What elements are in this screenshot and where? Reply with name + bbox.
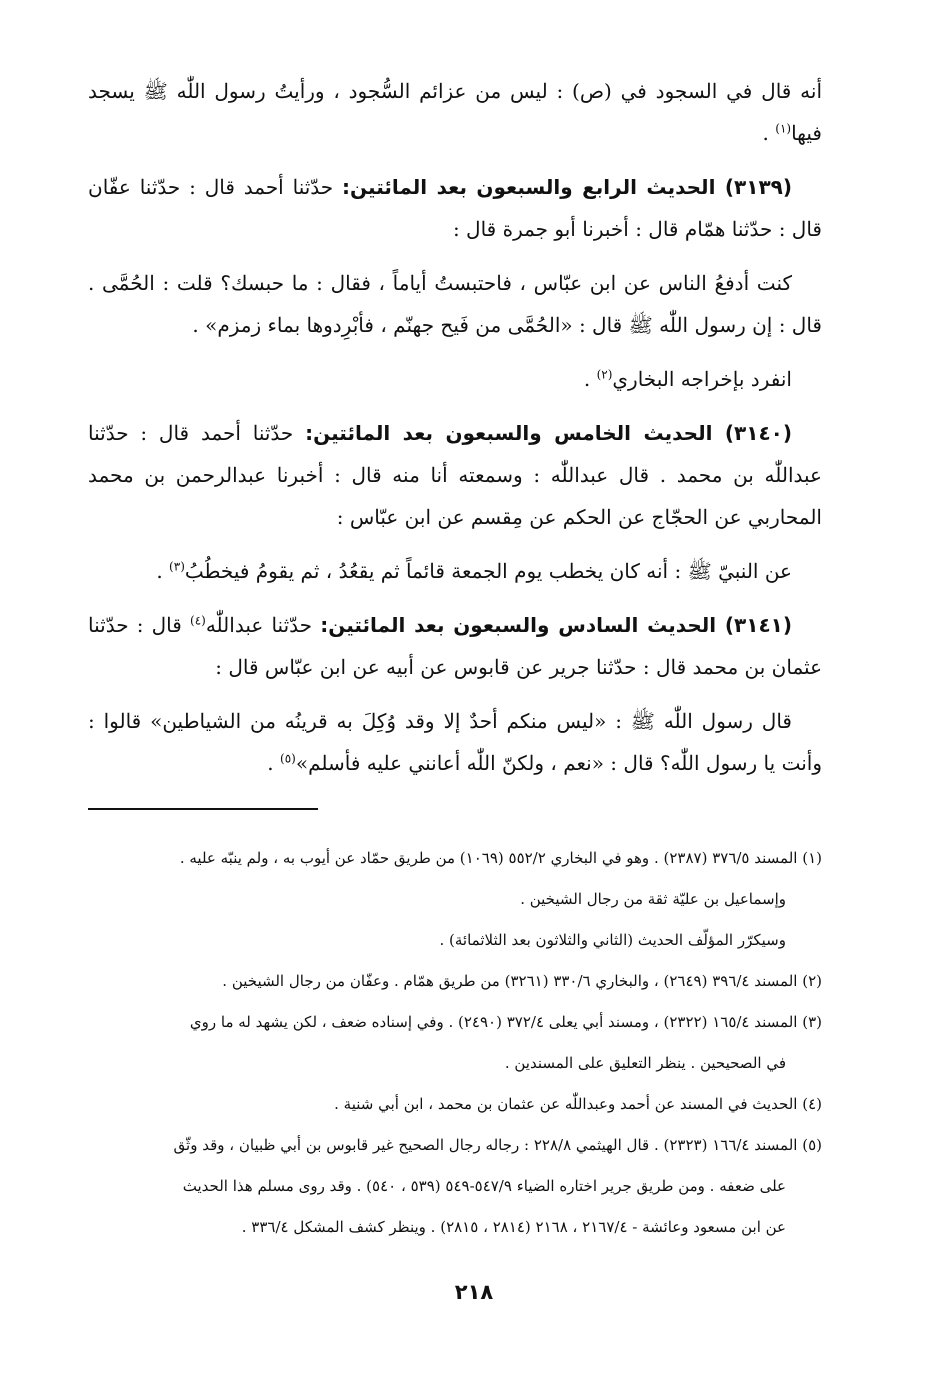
hadith-heading: (٣١٤١) الحديث السادس والسبعون بعد المائتين: [320,613,792,637]
footnote-ref: (٢) [596,367,613,382]
footnote-1-line-3: وسيكرّر المؤلّف الحديث (الثاني والثلاثون بعد الثلاثمائة) . [439,931,786,949]
footnote-5-line-2: على ضعفه . ومن طريق جرير اختاره الضياء ٥٤٧/٩-٥٤٩ (٥٣٩ ، ٥٤٠) . وقد روى مسلم هذا الحديث [182,1177,786,1195]
hadith-isnad: حدّثنا أحمد قال : حدّثنا عفّان قال : حدّثنا همّام قال : أخبرنا أبو جمرة قال : [88,175,822,241]
footnote-3: (٣) المسند ١٦٥/٤ (٢٣٢٢) ، ومسند أبي يعلى ٣٧٢/٤ (٢٤٩٠) . وفي إسناده ضعف ، لكن يشهد له ما روي [189,1013,822,1031]
page-body [88,70,822,1250]
paragraph-text: انفرد بإخراجه البخاري [612,367,792,391]
hadith-matn: قال رسول اللّٰه ﷺ : «ليس منكم أحدٌ إلا وقد وُكِلَ به قرينُه من الشياطين» قالوا : وأنت يا رسول اللّٰه؟ قال : «نعم ، ولكنّ اللّٰه أعانني عليه فأسلم» [88,709,822,775]
hadith-3141 [88,604,822,688]
hadith-heading: (٣١٣٩) الحديث الرابع والسبعون بعد المائتين: [342,175,793,199]
page-number: ٢١٨ [454,1280,494,1304]
footnotes [88,840,822,1246]
footnote-3-line-2: في الصحيحين . ينظر التعليق على المسندين . [504,1054,786,1072]
footnote-2: (٢) المسند ٣٩٦/٤ (٢٦٤٩) ، والبخاري ٣٣٠/٦ (٣٢٦١) من طريق همّام . وعفّان من رجال الشيخين . [222,972,822,990]
hadith-3139-note [88,358,822,400]
paragraph-end: . [156,559,170,583]
paragraph-continuation [88,70,822,154]
footnote-ref: (١) [775,121,792,136]
hadith-3139-matn [88,262,822,346]
paragraph-end: . [267,751,280,775]
footnote-ref: (٥) [280,751,296,766]
footnote-ref: (٣) [169,559,185,574]
footnote-5-line-3: عن ابن مسعود وعائشة - ٢١٦٧/٤ ، ٢١٦٨ (٢٨١٤ ، ٢٨١٥) . وينظر كشف المشكل ٣٣٦/٤ . [241,1218,786,1236]
footnote-4: (٤) الحديث في المسند عن أحمد وعبداللّٰه عن عثمان بن محمد ، ابن أبي شنية . [334,1095,822,1113]
footnote-5: (٥) المسند ١٦٦/٤ (٢٣٢٣) . قال الهيثمي ٢٢٨/٨ : رجاله رجال الصحيح غير قابوس بن أبي ظبيان ، وقد وثّق [173,1136,822,1154]
hadith-3140 [88,412,822,538]
hadith-isnad: حدّثنا أحمد قال : حدّثنا عبداللّٰه بن محمد . قال عبداللّٰه : وسمعته أنا منه قال : أخبرنا عبدالرحمن بن محمد المحاربي عن الحجّاج عن الحكم عن مِقسم عن ابن عبّاس : [88,421,822,529]
hadith-heading: (٣١٤٠) الحديث الخامس والسبعون بعد المائتين: [305,421,792,445]
hadith-matn: عن النبيّ ﷺ : أنه كان يخطب يوم الجمعة قائماً ثم يقعُدُ ، ثم يقومُ فيخطُبُ [184,559,792,583]
hadith-isnad: حدّثنا عبداللّٰه [205,613,321,637]
footnote-1: (١) المسند ٣٧٦/٥ (٢٣٨٧) . وهو في البخاري ٥٥٢/٢ (١٠٦٩) من طريق حمّاد عن أيوب به ، ولم ينبّه عليه . [179,849,822,867]
paragraph-end: . [583,367,597,391]
main-text [88,70,822,784]
hadith-isnad-cont: قال : حدّثنا عثمان بن محمد قال : حدّثنا جرير عن قابوس عن أبيه عن ابن عبّاس قال : [88,613,822,679]
hadith-3139 [88,166,822,250]
footnote-divider [88,808,318,810]
hadith-matn: كنت أدفعُ الناس عن ابن عبّاس ، فاحتبستُ أياماً ، فقال : ما حبسك؟ قلت : الحُمَّى . قال : إن رسول اللّٰه ﷺ قال : «الحُمَّى من فَيح جهنّم ، فأبْرِدوها بماء زمزم» . [88,271,822,337]
paragraph-end: . [762,121,776,145]
hadith-3140-matn [88,550,822,592]
hadith-3141-matn [88,700,822,784]
paragraph-text: أنه قال في السجود في (ص) : ليس من عزائم السُّجود ، ورأيتُ رسول اللّٰه ﷺ يسجد فيها [88,79,822,145]
footnote-ref: (٤) [190,613,206,628]
footnote-1-line-2: وإسماعيل بن عليّة ثقة من رجال الشيخين . [520,890,786,908]
